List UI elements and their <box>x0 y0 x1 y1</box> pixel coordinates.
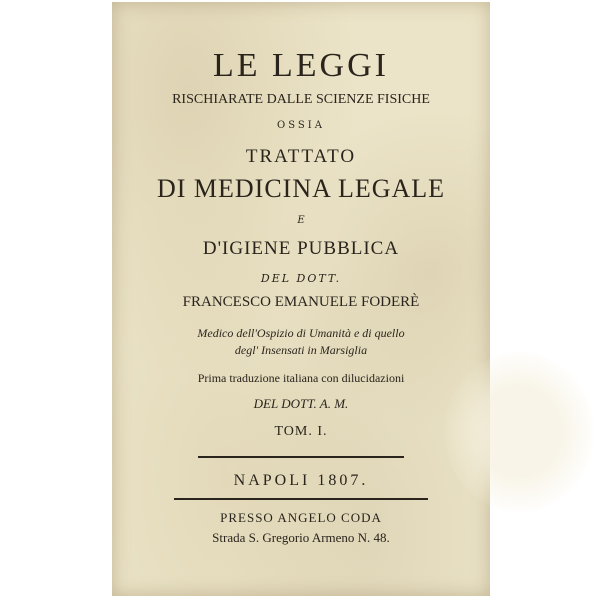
divider-rule-bottom <box>174 498 428 500</box>
place-year: NAPOLI 1807. <box>233 472 369 489</box>
main-title: LE LEGGI <box>212 47 389 84</box>
author-role-line-2: degl' Insensati in Marsiglia <box>234 343 368 357</box>
trattato-line: TRATTATO <box>245 146 357 167</box>
address-line: Strada S. Gregorio Armeno N. 48. <box>212 530 390 545</box>
subtitle: RISCHIARATE DALLE SCIENZE FISICHE <box>172 92 430 107</box>
igiene-line: D'IGIENE PUBBLICA <box>202 238 400 259</box>
divider-rule-top <box>198 456 404 458</box>
translation-note: Prima traduzione italiana con dilucidazioni <box>197 371 405 385</box>
author-name: FRANCESCO EMANUELE FODERÈ <box>182 294 420 310</box>
author-role-line-1: Medico dell'Ospizio di Umanità e di quello <box>197 326 405 340</box>
medicina-line: DI MEDICINA LEGALE <box>156 174 446 203</box>
conjunction-line: E <box>297 215 305 226</box>
printer-line: PRESSO ANGELO CODA <box>220 510 382 525</box>
del-dott-line: DEL DOTT. <box>260 272 342 285</box>
translator-line: DEL DOTT. A. M. <box>253 396 349 411</box>
ossia-line: OSSIA <box>277 120 325 131</box>
volume-label: TOM. I. <box>274 424 328 439</box>
title-page <box>112 2 490 596</box>
